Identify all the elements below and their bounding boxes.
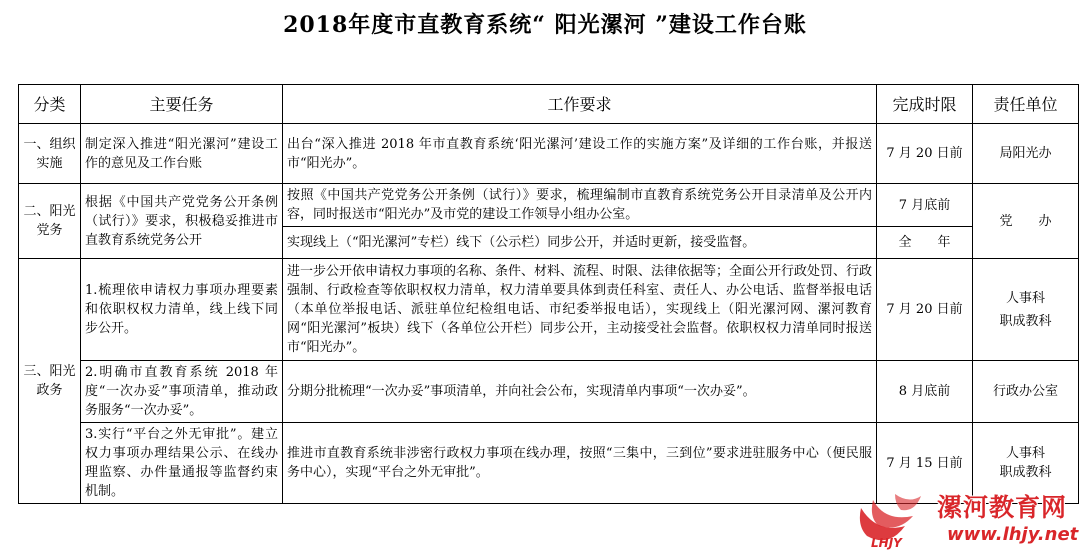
table-row	[19, 361, 1079, 423]
unit-line: 职成教科	[999, 465, 1052, 480]
requirement-cell: 推进市直教育系统非涉密行政权力事项在线办理，按照“三集中，三到位”要求进驻服务中心（便民服务中心），实现“平台之外无审批”。	[283, 423, 877, 504]
header-unit: 责任单位	[973, 85, 1079, 124]
requirement-cell: 按照《中国共产党党务公开条例（试行）》要求，梳理编制市直教育系统党务公开目录清单及公开内容，同时报送市“阳光办”及市党的建设工作领导小组办公室。	[283, 184, 877, 227]
category-cell: 三、阳光政务	[19, 259, 81, 504]
category-cell: 二、阳光党务	[19, 184, 81, 259]
header-requirement: 工作要求	[283, 85, 877, 124]
page-title: 2018年度市直教育系统“ 阳光漯河 ”建设工作台账	[283, 12, 807, 38]
requirement-cell: 实现线上（“阳光漯河”专栏）线下（公示栏）同步公开，并适时更新，接受监督。	[283, 227, 877, 259]
category-cell: 一、组织实施	[19, 124, 81, 184]
watermark-name: 漯河教育网	[937, 493, 1068, 522]
deadline-cell: 7 月底前	[877, 184, 973, 227]
unit-line: 人事科	[1005, 290, 1045, 306]
deadline-cell: 7 月 20 日前	[877, 259, 973, 361]
table-row	[19, 184, 1079, 227]
unit-cell: 行政办公室	[973, 361, 1079, 423]
deadline-cell: 全 年	[877, 227, 973, 259]
task-cell: 2.明确市直教育系统 2018 年度“一次办妥”事项清单，推动政务服务“一次办妥”。	[81, 361, 283, 423]
task-cell: 3.实行“平台之外无审批”。建立权力事项办理结果公示、在线办理监察、办件量通报等监督约束机制。	[81, 423, 283, 504]
unit-line: 人事科	[1005, 446, 1045, 461]
task-cell: 1.梳理依申请权力事项办理要素和依职权权力清单，线上线下同步公开。	[81, 259, 283, 361]
watermark-url: www.lhjy.net	[947, 524, 1079, 545]
unit-cell	[973, 259, 1079, 361]
work-ledger-table	[18, 84, 1079, 504]
table-row	[19, 259, 1079, 361]
requirement-cell: 分期分批梳理“一次办妥”事项清单，并向社会公布，实现清单内事项“一次办妥”。	[283, 361, 877, 423]
header-row	[19, 85, 1079, 124]
header-deadline: 完成时限	[877, 85, 973, 124]
unit-cell: 党 办	[973, 184, 1079, 259]
task-cell: 制定深入推进“阳光漯河”建设工作的意见及工作台账	[81, 124, 283, 184]
unit-line: 职成教科	[999, 313, 1052, 329]
requirement-cell: 出台“深入推进 2018 年市直教育系统‘阳光漯河’建设工作的实施方案”及详细的工作台账，并报送市“阳光办”。	[283, 124, 877, 184]
deadline-cell: 8 月底前	[877, 361, 973, 423]
deadline-cell: 7 月 20 日前	[877, 124, 973, 184]
header-task: 主要任务	[81, 85, 283, 124]
deadline-cell: 7 月 15 日前	[877, 423, 973, 504]
site-watermark	[855, 486, 1090, 557]
table-row	[19, 124, 1079, 184]
task-cell: 根据《中国共产党党务公开条例（试行）》要求，积极稳妥推进市直教育系统党务公开	[81, 184, 283, 259]
unit-cell: 局阳光办	[973, 124, 1079, 184]
watermark-abbr: LHJY	[871, 536, 902, 550]
requirement-cell: 进一步公开依申请权力事项的名称、条件、材料、流程、时限、法律依据等；全面公开行政处罚、行政强制、行政检查等依职权权力清单，权力清单要具体到责任科室、责任人、办公电话、监督举报电话（本单位举报电话、派驻单位纪检组电话、市纪委举报电话），实现线上（阳光漯河网、漯河教育网“阳光漯河”板块）线下（各单位公开栏）同步公开，主动接受社会监督。依职权权力清单同时报送市“阳光办”。	[283, 259, 877, 361]
header-category: 分类	[19, 85, 81, 124]
